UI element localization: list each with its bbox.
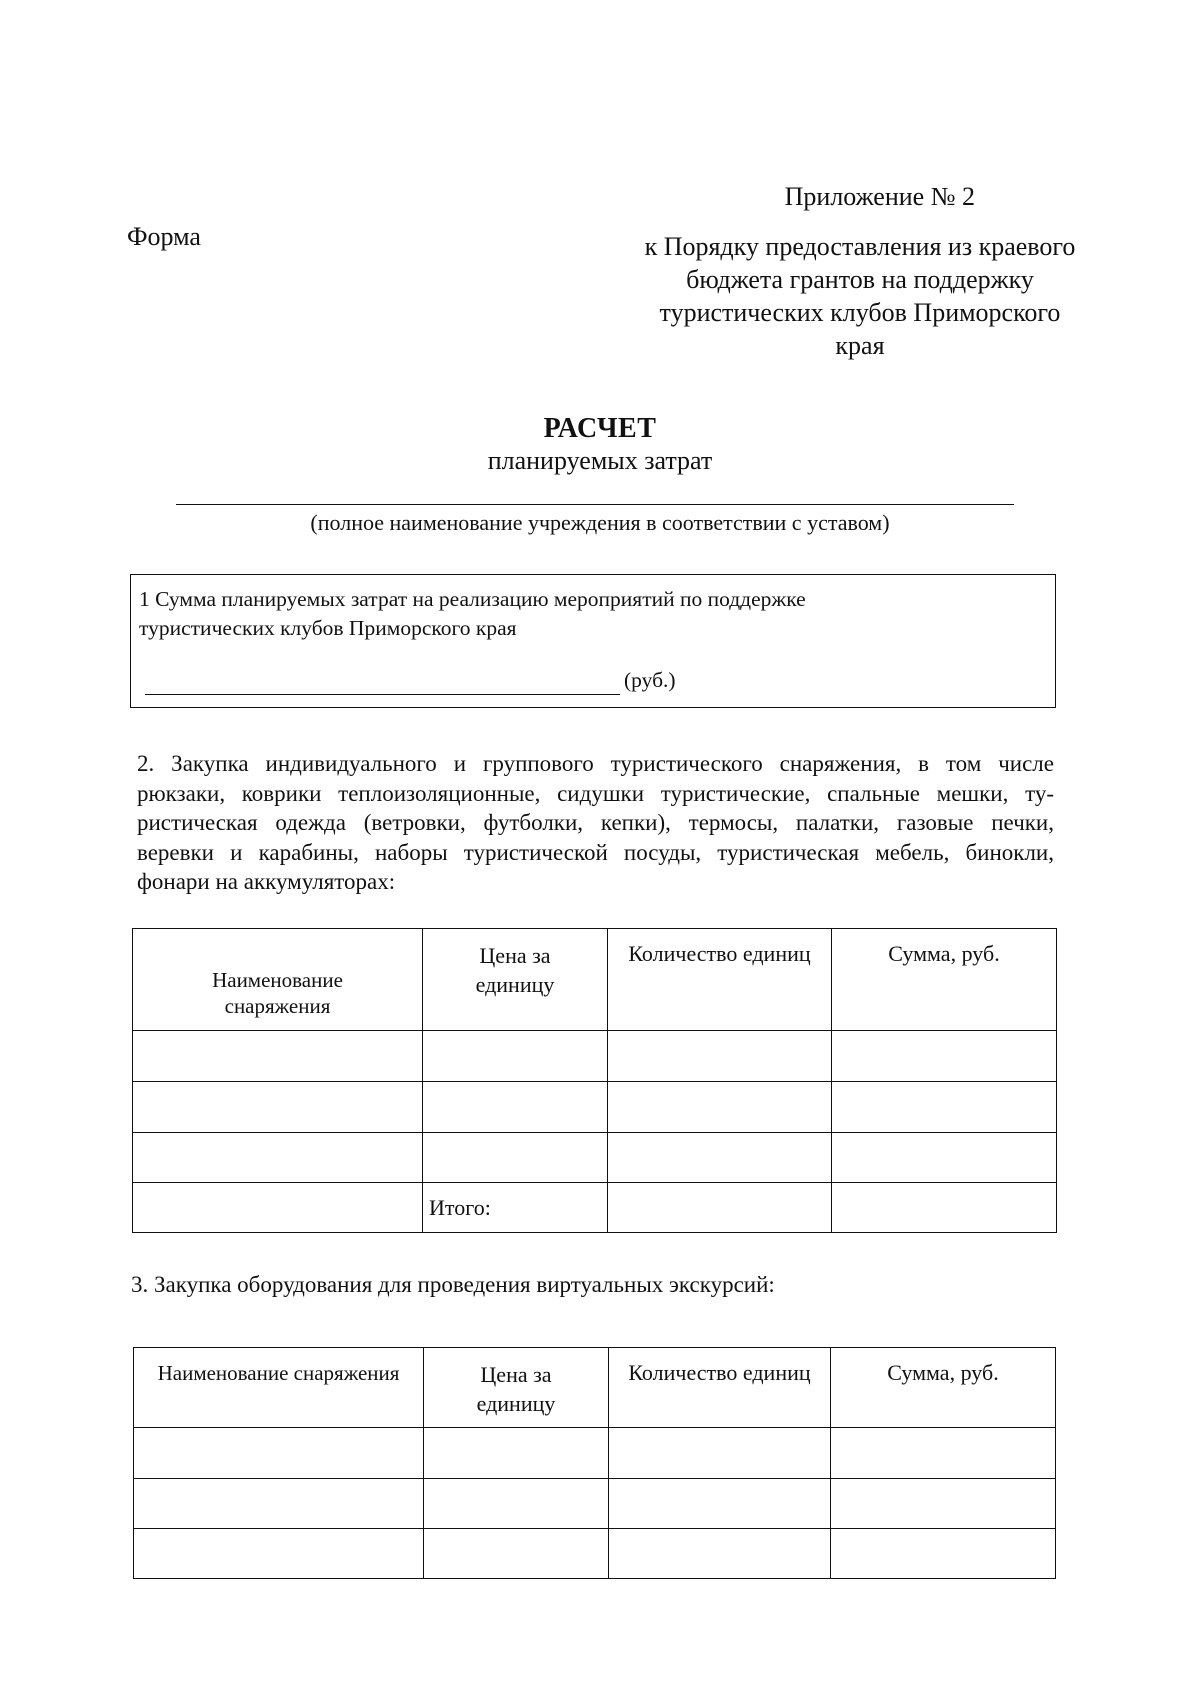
sum-amount-line (145, 694, 620, 695)
planned-costs-sum-box (130, 574, 1056, 708)
table-cell[interactable] (609, 1529, 831, 1579)
section-3-text: 3. Закупка оборудования для проведения виртуальных экскурсий: (131, 1272, 775, 1297)
appendix-label: Приложение № 2 (784, 182, 975, 211)
section-2-line: фонари на аккумуляторах: (137, 869, 396, 894)
table-row (133, 1133, 1057, 1183)
table-cell[interactable] (608, 1133, 832, 1183)
col-header-unit-price: Цена за единицу (424, 1348, 609, 1428)
table-cell[interactable] (133, 1031, 423, 1082)
order-reference-line: к Порядку предоставления из краевого (644, 232, 1076, 261)
table-cell[interactable] (423, 1082, 608, 1133)
document-subtitle: планируемых затрат (487, 446, 713, 475)
table-cell[interactable] (609, 1428, 831, 1479)
table-cell[interactable] (424, 1529, 609, 1579)
table-cell[interactable] (832, 1031, 1057, 1082)
table-cell[interactable] (133, 1183, 423, 1233)
section-2-line: 2. Закупка индивидуального и группового туристического снаряжения, в том числе (137, 751, 1054, 776)
sum-text-line: 1 Сумма планируемых затрат на реализацию мероприятий по поддержке (139, 587, 806, 611)
table-cell[interactable] (609, 1479, 831, 1529)
table-cell[interactable] (608, 1031, 832, 1082)
table-row (134, 1529, 1056, 1579)
col-header-equipment-name: Наименование снаряжения (134, 1348, 424, 1428)
table-cell[interactable] (832, 1183, 1057, 1233)
table-cell[interactable] (423, 1133, 608, 1183)
section-2-line: веревки и карабины, наборы туристической посуды, туристическая мебель, бинокли, (137, 839, 1054, 865)
table-cell[interactable] (134, 1529, 424, 1579)
table-cell[interactable] (424, 1479, 609, 1529)
order-reference (605, 230, 1115, 362)
col-header-quantity: Количество единиц (608, 929, 832, 1031)
table-cell[interactable] (831, 1428, 1056, 1479)
table-header-row (134, 1348, 1056, 1428)
table-cell[interactable] (832, 1082, 1057, 1133)
virtual-tour-equipment-table (133, 1347, 1056, 1579)
form-label: Форма (127, 222, 201, 251)
table-cell[interactable] (423, 1031, 608, 1082)
table-row (133, 1082, 1057, 1133)
planned-costs-sum-text (139, 585, 1039, 643)
order-reference-line: туристических клубов Приморского (659, 298, 1061, 327)
table-cell[interactable] (134, 1479, 424, 1529)
sum-text-line: туристических клубов Приморского края (139, 616, 517, 640)
table-row (134, 1479, 1056, 1529)
col-header-equipment-name: Наименование снаряжения (133, 929, 423, 1031)
col-header-quantity: Количество единиц (609, 1348, 831, 1428)
order-reference-line: бюджета грантов на поддержку (686, 265, 1034, 294)
table-cell[interactable] (133, 1082, 423, 1133)
col-header-unit-price: Цена за единицу (423, 929, 608, 1031)
table-cell[interactable] (831, 1529, 1056, 1579)
table-row (133, 1031, 1057, 1082)
order-reference-line: края (835, 331, 885, 360)
col-header-sum: Сумма, руб. (831, 1348, 1056, 1428)
section-2-text (137, 749, 1054, 897)
table-cell[interactable] (608, 1183, 832, 1233)
sum-unit: (руб.) (624, 668, 676, 692)
table-cell[interactable] (424, 1428, 609, 1479)
section-2-line: рюкзаки, коврики теплоизоляционные, сидушки туристические, спальные мешки, ту- (137, 780, 1054, 806)
org-name-caption: (полное наименование учреждения в соответствии с уставом) (310, 510, 890, 535)
table-cell[interactable] (134, 1428, 424, 1479)
table-cell[interactable] (832, 1133, 1057, 1183)
table-header-row (133, 929, 1057, 1031)
org-name-line (176, 504, 1014, 505)
table-cell[interactable] (133, 1133, 423, 1183)
table-total-row (133, 1183, 1057, 1233)
table-cell[interactable] (608, 1082, 832, 1133)
total-label: Итого: (423, 1183, 608, 1233)
table-cell[interactable] (831, 1479, 1056, 1529)
document-title: РАСЧЕТ (543, 413, 657, 444)
col-header-sum: Сумма, руб. (832, 929, 1057, 1031)
section-2-line: ристическая одежда (ветровки, футболки, кепки), термосы, палатки, газовые печки, (137, 810, 1054, 835)
equipment-purchase-table (132, 928, 1057, 1233)
table-row (134, 1428, 1056, 1479)
